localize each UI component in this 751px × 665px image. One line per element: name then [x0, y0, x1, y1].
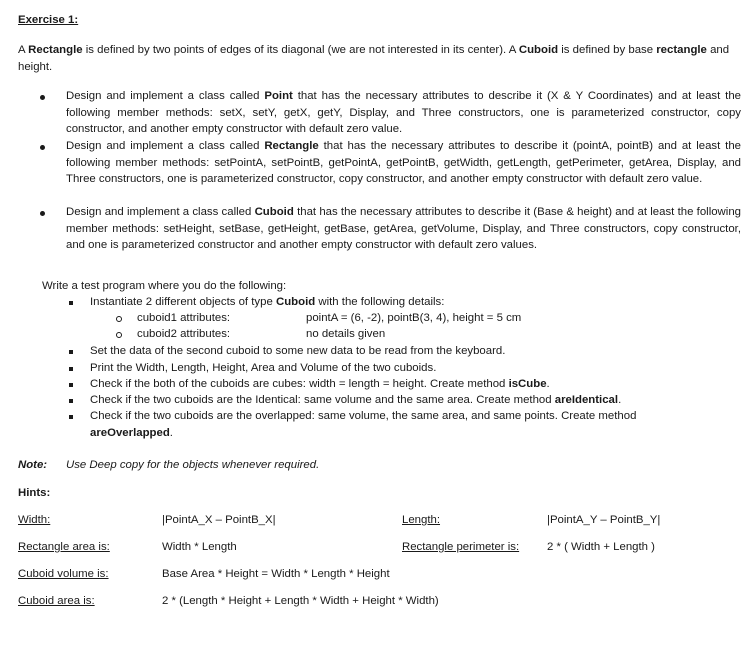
test-are-overlapped-method: areOverlapped. [90, 427, 173, 439]
rect-area-formula: Width * Length [162, 541, 237, 553]
rect-area-label: Rectangle area is: [18, 541, 110, 553]
rect-perimeter-label: Rectangle perimeter is: [402, 541, 520, 553]
test-intro: Write a test program where you do the following: [42, 280, 287, 292]
cuboid1-value: pointA = (6, -2), pointB(3, 4), height = 5 cm [306, 312, 522, 324]
length-label: Length: [402, 514, 441, 526]
square-bullet-icon [69, 399, 73, 403]
intro-paragraph: A Rectangle is defined by two points of edges of its diagonal (we are not interested in its center). A Cuboid is defined by base rectangle and height. [18, 44, 730, 73]
square-bullet-icon [69, 367, 73, 371]
length-formula: |PointA_Y – PointB_Y| [547, 514, 661, 526]
square-bullet-icon [69, 383, 73, 387]
rect-perimeter-formula: 2 * ( Width + Length ) [547, 541, 655, 553]
circle-bullet-icon [116, 332, 122, 338]
note-text: Use Deep copy for the objects whenever required. [66, 459, 320, 471]
cuboid2-value: no details given [306, 328, 386, 340]
test-is-cube: Check if the both of the cuboids are cubes: width = length = height. Create method isCube. [90, 378, 550, 390]
test-are-overlapped: Check if the two cuboids are the overlapped: same volume, the same area, and same points. Create method [90, 410, 637, 422]
cuboid-volume-formula: Base Area * Height = Width * Length * Height [162, 568, 390, 580]
cuboid1-label: cuboid1 attributes: [137, 312, 231, 324]
task-rectangle: Design and implement a class called Rectangle that has the necessary attributes to describe it (pointA, pointB) and at least the following member methods: setPointA, setPointB, getPointA, getPointB, getWidth, getLength, getPerimeter, getArea, Display, and Three constructors, one is parameterized constructor, copy constructor, and another empty constructor with default zero value. [66, 140, 741, 186]
width-formula: |PointA_X – PointB_X| [162, 514, 276, 526]
exercise-title: Exercise 1: [18, 14, 79, 26]
cuboid2-label: cuboid2 attributes: [137, 328, 231, 340]
circle-bullet-icon [116, 316, 122, 322]
square-bullet-icon [69, 350, 73, 354]
bullet-icon [40, 95, 45, 100]
bullet-icon [40, 145, 45, 150]
test-are-identical: Check if the two cuboids are the Identical: same volume and the same area. Create method areIdentical. [90, 394, 622, 406]
width-label: Width: [18, 514, 51, 526]
cuboid-area-formula: 2 * (Length * Height + Length * Width + Height * Width) [162, 595, 439, 607]
test-set-data: Set the data of the second cuboid to some new data to be read from the keyboard. [90, 345, 506, 357]
note-label: Note: [18, 459, 48, 471]
task-point: Design and implement a class called Point that has the necessary attributes to describe it (X & Y Coordinates) and at least the following member methods: setX, setY, getX, getY, Display, and Three constructors, one is parameterized constructor, copy constructor, and another empty constructor with default zero value. [66, 90, 741, 136]
cuboid-volume-label: Cuboid volume is: [18, 568, 109, 580]
bullet-icon [40, 211, 45, 216]
task-cuboid: Design and implement a class called Cuboid that has the necessary attributes to describe it (Base & height) and at least the following member methods: setHeight, setBase, getHeight, getBase, getArea, getVolume, Display, and Three constructors, copy constructor, and one is parameterized constructor and another empty constructor with default zero values. [66, 206, 741, 252]
test-instantiate: Instantiate 2 different objects of type Cuboid with the following details: [90, 296, 445, 308]
test-print: Print the Width, Length, Height, Area and Volume of the two cuboids. [90, 362, 437, 374]
hints-label: Hints: [18, 487, 51, 499]
square-bullet-icon [69, 301, 73, 305]
cuboid-area-label: Cuboid area is: [18, 595, 95, 607]
square-bullet-icon [69, 415, 73, 419]
